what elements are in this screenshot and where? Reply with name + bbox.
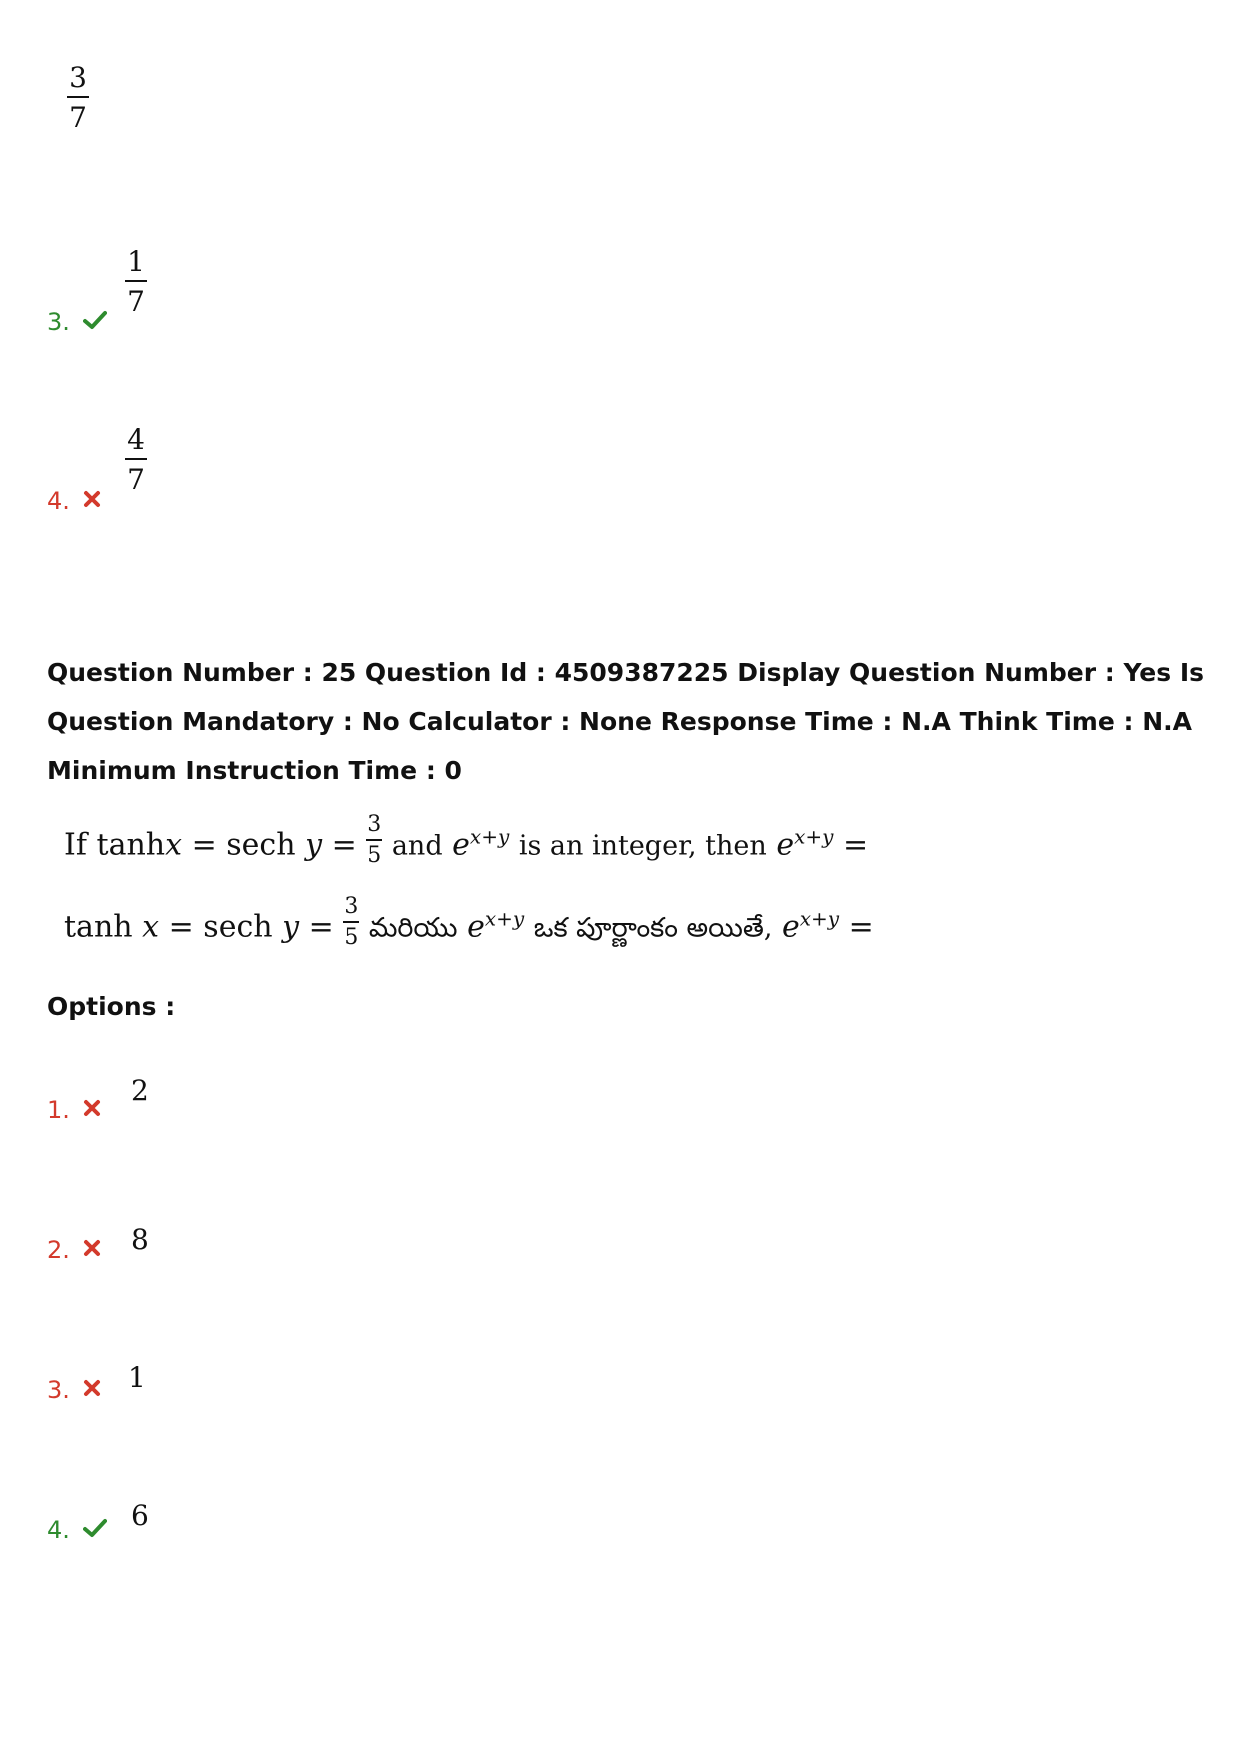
- exp-base: e: [467, 909, 485, 945]
- prev-top-fraction: [67, 61, 89, 134]
- var-y: y: [305, 827, 323, 863]
- option-number: 3.: [47, 308, 70, 336]
- fraction-numerator: 3: [344, 894, 359, 919]
- func-tanh: tanh: [64, 909, 133, 945]
- fraction-numerator: 3: [69, 61, 87, 94]
- equals: =: [848, 909, 874, 945]
- exp-base: e: [782, 909, 800, 945]
- option-number: 1.: [47, 1096, 70, 1124]
- prev-option-4: [47, 487, 101, 515]
- exponent: x+y: [469, 824, 510, 849]
- option-2-value: 8: [131, 1223, 149, 1256]
- equals: =: [168, 909, 194, 945]
- exp-base: e: [452, 827, 470, 863]
- cross-icon: [83, 1099, 101, 1121]
- exponent: x+y: [794, 824, 834, 849]
- question-english: [64, 812, 869, 873]
- var-x: x: [142, 909, 160, 945]
- equals: =: [191, 827, 217, 863]
- var-x: x: [165, 827, 183, 863]
- func-sech: sech: [203, 909, 273, 945]
- checkmark-icon: [83, 310, 107, 334]
- fraction-denominator: 5: [344, 924, 359, 950]
- cross-icon: [83, 1239, 101, 1261]
- exponent: x+y: [484, 906, 525, 931]
- option-2: [47, 1236, 101, 1264]
- fraction-bar: [67, 96, 89, 98]
- options-label: Options :: [47, 992, 176, 1021]
- checkmark-icon: [83, 1518, 107, 1542]
- cross-icon: [83, 490, 101, 512]
- option-number: 3.: [47, 1376, 70, 1404]
- fraction-denominator: 7: [69, 101, 87, 134]
- option-1: [47, 1096, 101, 1124]
- fraction-three-fifths: [366, 814, 382, 867]
- fraction-numerator: 4: [127, 423, 145, 456]
- option-4: [47, 1516, 107, 1544]
- question-metadata: Question Number : 25 Question Id : 4509387225 Display Question Number : Yes Is Question Mandatory : No Calculator : None Response Time : N.A Think Time : N.A Minimum Instruction Time : 0: [47, 658, 1205, 785]
- equals: =: [308, 909, 334, 945]
- fraction-bar: [366, 839, 382, 841]
- fraction-denominator: 7: [127, 285, 145, 318]
- option-1-value: 2: [131, 1074, 149, 1107]
- equals: =: [843, 827, 869, 863]
- exp-base: e: [776, 827, 795, 863]
- telugu-word-and: మరియు: [368, 912, 458, 944]
- option-number: 2.: [47, 1236, 70, 1264]
- fraction-bar: [125, 280, 147, 282]
- fraction-denominator: 7: [127, 463, 145, 496]
- fraction-bar: [125, 458, 147, 460]
- option-3: [47, 1376, 101, 1404]
- var-y: y: [282, 909, 300, 945]
- word-if: If: [64, 827, 87, 863]
- exponent: x+y: [799, 906, 840, 931]
- func-sech: sech: [226, 827, 296, 863]
- option-number: 4.: [47, 1516, 70, 1544]
- fraction-bar: [343, 921, 359, 923]
- text-middle: is an integer, then: [518, 830, 767, 862]
- fraction-denominator: 5: [367, 842, 382, 868]
- question-telugu: [64, 894, 874, 955]
- option-number: 4.: [47, 487, 70, 515]
- fraction-three-fifths: [343, 896, 359, 949]
- cross-icon: [83, 1379, 101, 1401]
- equals: =: [331, 827, 357, 863]
- telugu-text-middle: ఒక పూర్ణాంకం అయితే,: [533, 912, 773, 944]
- prev-option-4-value: [125, 423, 147, 496]
- option-3-value: 1: [128, 1361, 146, 1394]
- prev-option-3-value: [125, 245, 147, 318]
- fraction-numerator: 3: [367, 812, 382, 837]
- option-4-value: 6: [131, 1499, 149, 1532]
- fraction-numerator: 1: [127, 245, 145, 278]
- prev-option-3: [47, 308, 107, 336]
- word-and: and: [391, 830, 443, 862]
- func-tanh: tanh: [96, 827, 166, 863]
